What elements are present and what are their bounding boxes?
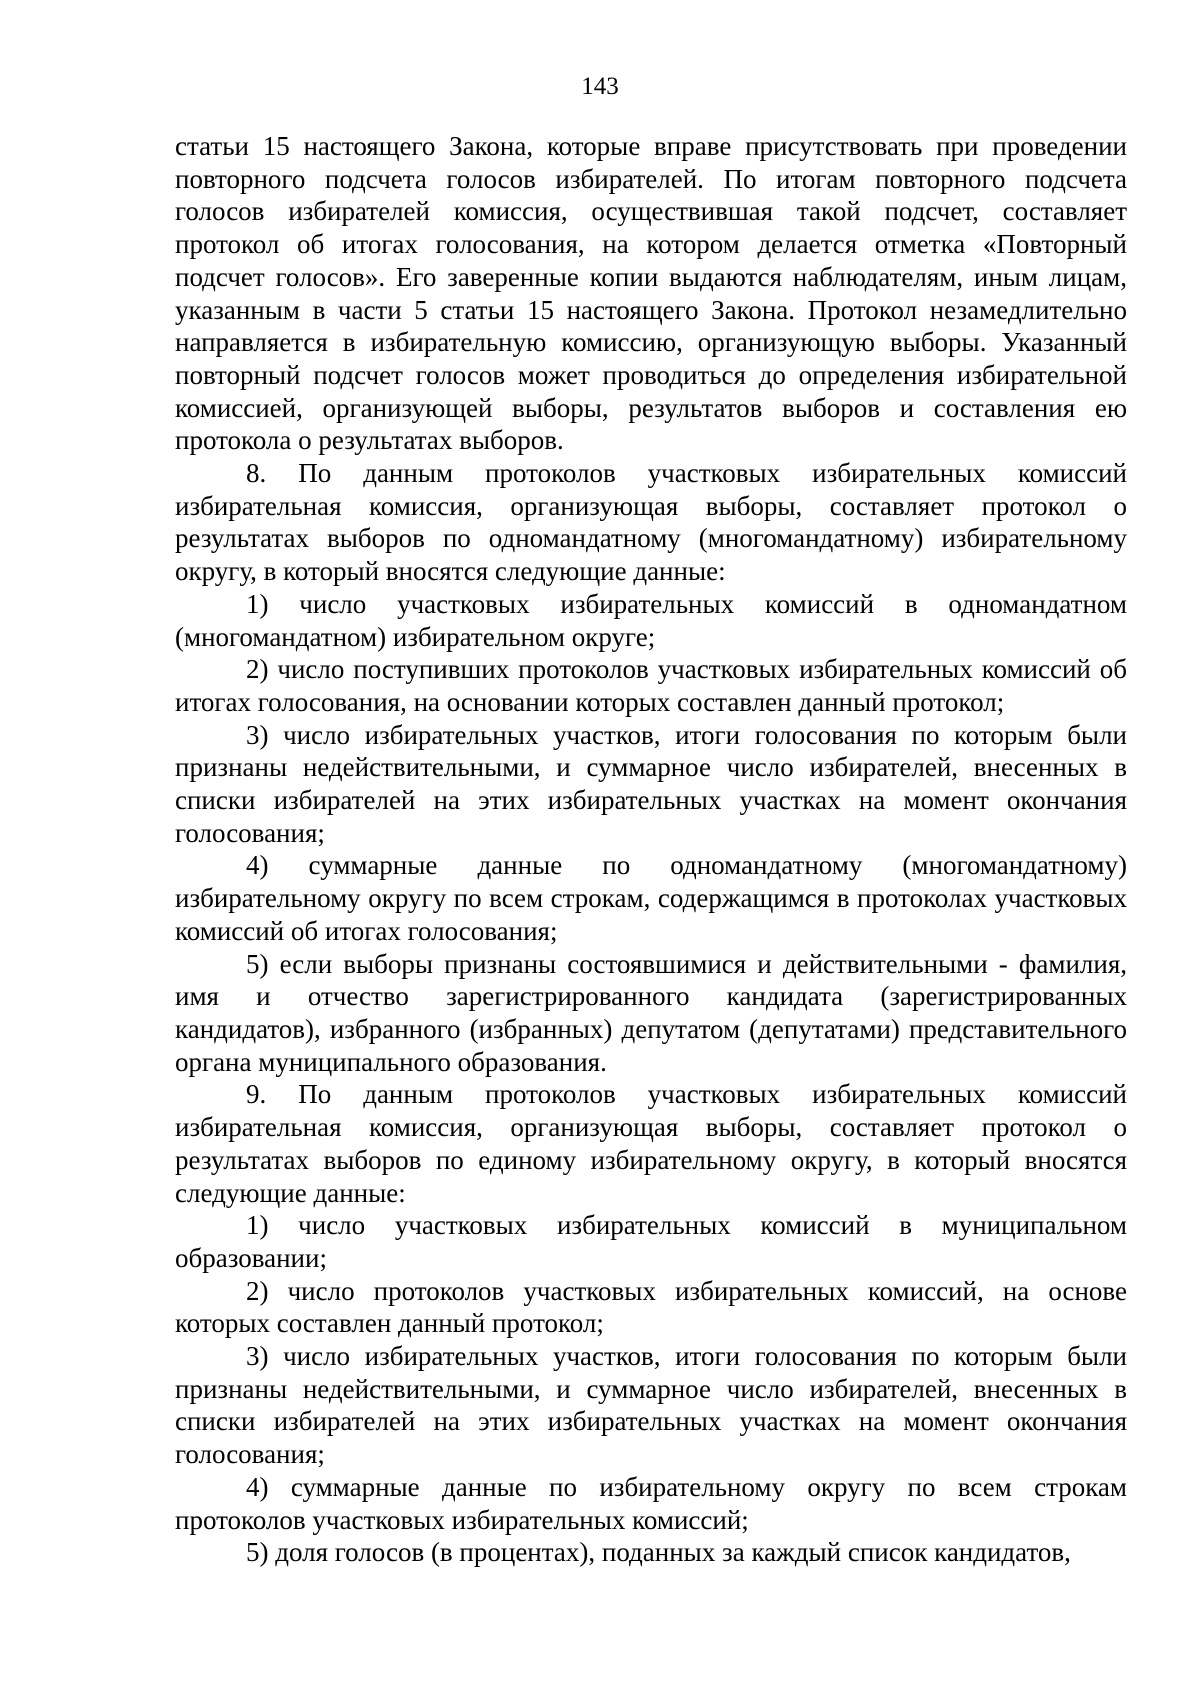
list-item: 1) число участковых избирательных комиссий в одномандатном (многомандатном) избирательном округе; bbox=[175, 588, 1127, 652]
list-item: 3) число избирательных участков, итоги голосования по которым были признаны недействительными, и суммарное число избирателей, внесенных в списки избирателей на этих избирательных участках на момент окончания голосования; bbox=[175, 719, 1127, 848]
list-item: 4) суммарные данные по одномандатному (многомандатному) избирательному округу по всем строкам, содержащимся в протоколах участковых комиссий об итогах голосования; bbox=[175, 850, 1127, 946]
list-item: 3) число избирательных участков, итоги голосования по которым были признаны недействительными, и суммарное число избирателей, внесенных в списки избирателей на этих избирательных участках на момент окончания голосования; bbox=[175, 1341, 1127, 1470]
document-body bbox=[175, 130, 1127, 1569]
paragraph-item-9: 9. По данным протоколов участковых избирательных комиссий избирательная комиссия, организующая выборы, составляет протокол о результатах выборов по единому избирательному округу, в который вносятся следующие данные: bbox=[175, 1079, 1127, 1208]
list-item: 1) число участковых избирательных комиссий в муниципальном образовании; bbox=[175, 1210, 1127, 1273]
page-number: 143 bbox=[581, 73, 619, 100]
paragraph-item-8: 8. По данным протоколов участковых избирательных комиссий избирательная комиссия, организующая выборы, составляет протокол о результатах выборов по одномандатному (многомандатному) избирательному округу, в который вносятся следующие данные: bbox=[175, 458, 1127, 587]
paragraph-continuation: статьи 15 настоящего Закона, которые вправе присутствовать при проведении повторного подсчета голосов избирателей. По итогам повторного подсчета голосов избирателей комиссия, осуществившая такой подсчет, составляет протокол об итогах голосования, на котором делается отметка «Повторный подсчет голосов». Его заверенные копии выдаются наблюдателям, иным лицам, указанным в части 5 статьи 15 настоящего Закона. Протокол незамедлительно направляется в избирательную комиссию, организующую выборы. Указанный повторный подсчет голосов может проводиться до определения избирательной комиссией, организующей выборы, результатов выборов и составления ею протокола о результатах выборов. bbox=[175, 131, 1127, 456]
list-item: 4) суммарные данные по избирательному округу по всем строкам протоколов участковых избирательных комиссий; bbox=[175, 1471, 1127, 1535]
list-item: 2) число поступивших протоколов участковых избирательных комиссий об итогах голосования, на основании которых составлен данный протокол; bbox=[175, 654, 1127, 717]
list-item: 2) число протоколов участковых избирательных комиссий, на основе которых составлен данный протокол; bbox=[175, 1275, 1127, 1339]
list-item: 5) если выборы признаны состоявшимися и действительными - фамилия, имя и отчество зарегистрированного кандидата (зарегистрированных кандидатов), избранного (избранных) депутатом (депутатами) представительного органа муниципального образования. bbox=[175, 948, 1127, 1077]
list-item: 5) доля голосов (в процентах), поданных за каждый список кандидатов, bbox=[246, 1537, 1071, 1568]
